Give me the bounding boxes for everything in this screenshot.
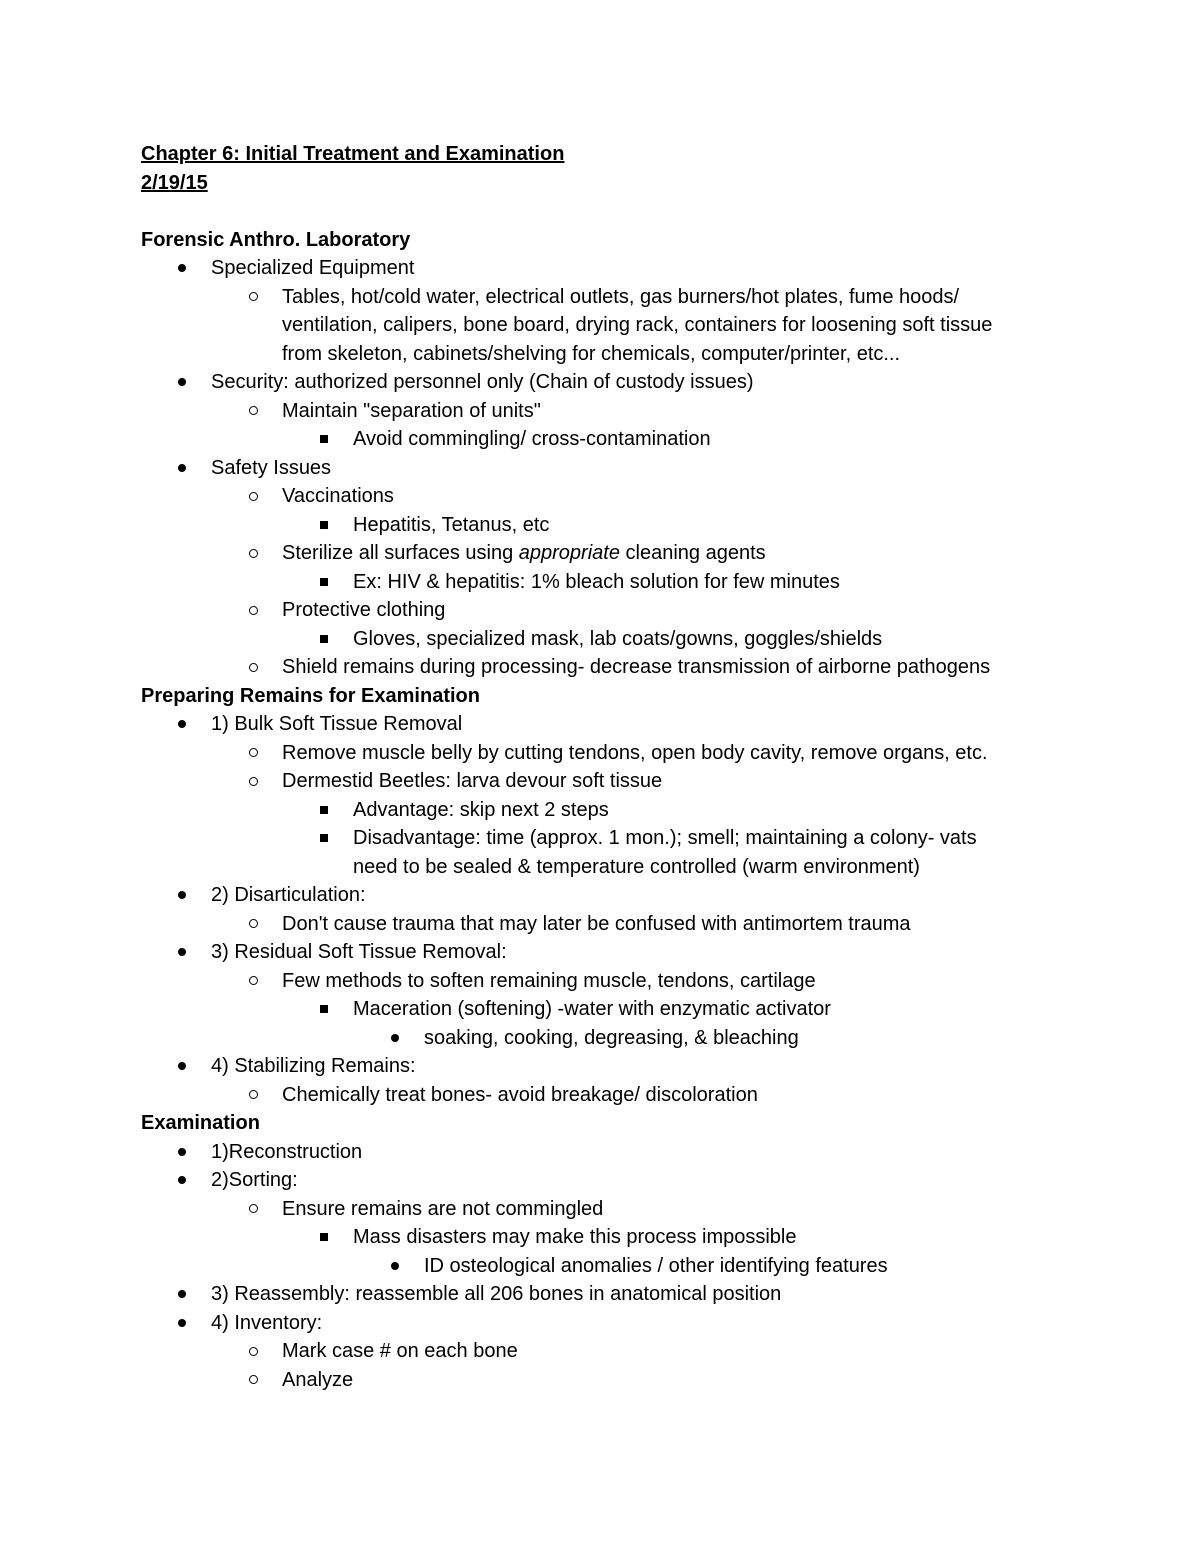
list-item-text: Mark case # on each bone	[282, 1340, 518, 1362]
list-item-text: Chemically treat bones- avoid breakage/ discoloration	[282, 1083, 758, 1106]
list-item	[141, 1337, 1121, 1366]
bullet-circle-icon	[243, 596, 263, 625]
bullet-circle-icon	[243, 653, 263, 682]
bullet-circle-icon	[243, 397, 263, 426]
bullet-square-icon	[314, 824, 334, 853]
bullet-circle-icon	[243, 482, 263, 511]
bullet-square-icon	[314, 995, 334, 1024]
list-item-text: Mass disasters may make this process impossible	[353, 1226, 797, 1248]
list-item-text: 1)Reconstruction	[211, 1140, 363, 1163]
bullet-circle-icon	[243, 739, 263, 768]
bullet-square-icon	[314, 425, 334, 454]
list-item	[141, 397, 1121, 426]
list-item	[141, 283, 1121, 312]
list-item	[141, 881, 1121, 910]
bullet-dot-icon	[172, 938, 192, 967]
list-item	[141, 425, 1121, 454]
list-item-text: Maceration (softening) -water with enzymatic activator	[353, 998, 831, 1020]
list-item-text: need to be sealed & temperature controlled (warm environment)	[353, 855, 920, 878]
list-item-text: Vaccinations	[282, 485, 394, 507]
list-item-text: Gloves, specialized mask, lab coats/gowns, goggles/shields	[353, 627, 883, 650]
list-item-text: Specialized Equipment	[211, 257, 415, 279]
list-item	[141, 539, 1121, 568]
list-item-text: ventilation, calipers, bone board, drying rack, containers for loosening soft tissue	[282, 314, 993, 336]
bullet-square-icon	[314, 568, 334, 597]
list-item	[141, 1223, 1121, 1252]
list-item	[141, 910, 1121, 939]
list-item-text: Hepatitis, Tetanus, etc	[353, 513, 550, 536]
list-item	[141, 796, 1121, 825]
list-item-text: 2)Sorting:	[211, 1169, 298, 1191]
list-item-text: Dermestid Beetles: larva devour soft tissue	[282, 770, 663, 792]
list-item-text: Advantage: skip next 2 steps	[353, 798, 609, 821]
bullet-square-icon	[314, 1223, 334, 1252]
bullet-circle-icon	[243, 1195, 263, 1224]
bullet-dot-icon	[172, 254, 192, 283]
list-item	[141, 1195, 1121, 1224]
list-item-text: Security: authorized personnel only (Chain of custody issues)	[211, 371, 754, 393]
bullet-circle-icon	[243, 967, 263, 996]
bullet-dot-icon	[172, 1280, 192, 1309]
list-item-continuation	[141, 340, 1121, 369]
list-item-text: Safety Issues	[211, 456, 332, 479]
list-item-text: Few methods to soften remaining muscle, tendons, cartilage	[282, 969, 816, 992]
bullet-dot-icon	[172, 881, 192, 910]
list-item	[141, 368, 1121, 397]
list-item-text: 4) Inventory:	[211, 1311, 323, 1334]
bullet-circle-icon	[243, 1366, 263, 1395]
bullet-dot-icon	[172, 1138, 192, 1167]
list-item	[141, 995, 1121, 1024]
bullet-circle-icon	[243, 767, 263, 796]
list-item-text: Don't cause trauma that may later be confused with antimortem trauma	[282, 912, 911, 935]
bullet-dot-icon	[172, 710, 192, 739]
section-heading-prep: Preparing Remains for Examination	[141, 684, 480, 707]
list-item	[141, 967, 1121, 996]
list-item	[141, 710, 1121, 739]
list-item	[141, 1138, 1121, 1167]
list-item-text: soaking, cooking, degreasing, & bleaching	[424, 1026, 799, 1049]
list-item	[141, 1052, 1121, 1081]
bullet-square-icon	[314, 511, 334, 540]
text-run: cleaning agents	[619, 542, 766, 564]
list-item-text: Avoid commingling/ cross-contamination	[353, 428, 711, 450]
document-page	[141, 140, 1121, 1394]
list-item	[141, 568, 1121, 597]
list-item	[141, 1280, 1121, 1309]
list-item-text: 3) Residual Soft Tissue Removal:	[211, 941, 507, 963]
list-item-continuation	[141, 311, 1121, 340]
list-item-text: Protective clothing	[282, 599, 446, 621]
list-item-text: 2) Disarticulation:	[211, 884, 366, 906]
list-item-text: Disadvantage: time (approx. 1 mon.); smell; maintaining a colony- vats	[353, 827, 977, 849]
bullet-dot-icon	[385, 1024, 405, 1053]
bullet-dot-icon	[172, 1052, 192, 1081]
bullet-dot-icon	[172, 454, 192, 483]
bullet-dot-icon	[172, 1166, 192, 1195]
list-item-text: Shield remains during processing- decrease transmission of airborne pathogens	[282, 656, 991, 678]
list-item	[141, 254, 1121, 283]
list-item	[141, 596, 1121, 625]
list-item-text: Maintain "separation of units"	[282, 399, 541, 422]
section-heading-exam: Examination	[141, 1112, 260, 1134]
list-item	[141, 454, 1121, 483]
list-item	[141, 1166, 1121, 1195]
document-title: Chapter 6: Initial Treatment and Examination	[141, 143, 565, 165]
bullet-circle-icon	[243, 910, 263, 939]
list-item-text: Remove muscle belly by cutting tendons, open body cavity, remove organs, etc.	[282, 741, 988, 764]
list-item-text	[282, 539, 766, 568]
list-item	[141, 625, 1121, 654]
text-run: Sterilize all surfaces using	[282, 542, 519, 564]
bullet-circle-icon	[243, 1081, 263, 1110]
list-item	[141, 938, 1121, 967]
list-item	[141, 767, 1121, 796]
list-item	[141, 482, 1121, 511]
list-item	[141, 824, 1121, 853]
bullet-square-icon	[314, 796, 334, 825]
list-item-text: 1) Bulk Soft Tissue Removal	[211, 713, 463, 735]
list-item	[141, 1309, 1121, 1338]
list-item-text: Tables, hot/cold water, electrical outlets, gas burners/hot plates, fume hoods/	[282, 285, 960, 308]
list-item	[141, 511, 1121, 540]
list-item-text: from skeleton, cabinets/shelving for chemicals, computer/printer, etc...	[282, 342, 901, 365]
list-item	[141, 1252, 1121, 1281]
list-item	[141, 653, 1121, 682]
bullet-circle-icon	[243, 539, 263, 568]
list-item	[141, 1366, 1121, 1395]
list-item	[141, 1081, 1121, 1110]
list-item-text: Analyze	[282, 1368, 354, 1391]
list-item	[141, 1024, 1121, 1053]
bullet-dot-icon	[385, 1252, 405, 1281]
list-item-text: ID osteological anomalies / other identifying features	[424, 1254, 888, 1277]
bullet-dot-icon	[172, 368, 192, 397]
list-item-text: 4) Stabilizing Remains:	[211, 1055, 416, 1077]
document-date: 2/19/15	[141, 171, 208, 194]
list-item-text: Ex: HIV & hepatitis: 1% bleach solution for few minutes	[353, 570, 840, 593]
bullet-circle-icon	[243, 1337, 263, 1366]
list-item-continuation	[141, 853, 1121, 882]
bullet-square-icon	[314, 625, 334, 654]
list-item-text: Ensure remains are not commingled	[282, 1197, 604, 1220]
bullet-circle-icon	[243, 283, 263, 312]
list-item	[141, 739, 1121, 768]
section-heading-lab: Forensic Anthro. Laboratory	[141, 228, 411, 251]
blank-line	[141, 197, 1121, 226]
bullet-dot-icon	[172, 1309, 192, 1338]
emphasized-text: appropriate	[518, 542, 620, 564]
list-item-text: 3) Reassembly: reassemble all 206 bones in anatomical position	[211, 1283, 782, 1305]
